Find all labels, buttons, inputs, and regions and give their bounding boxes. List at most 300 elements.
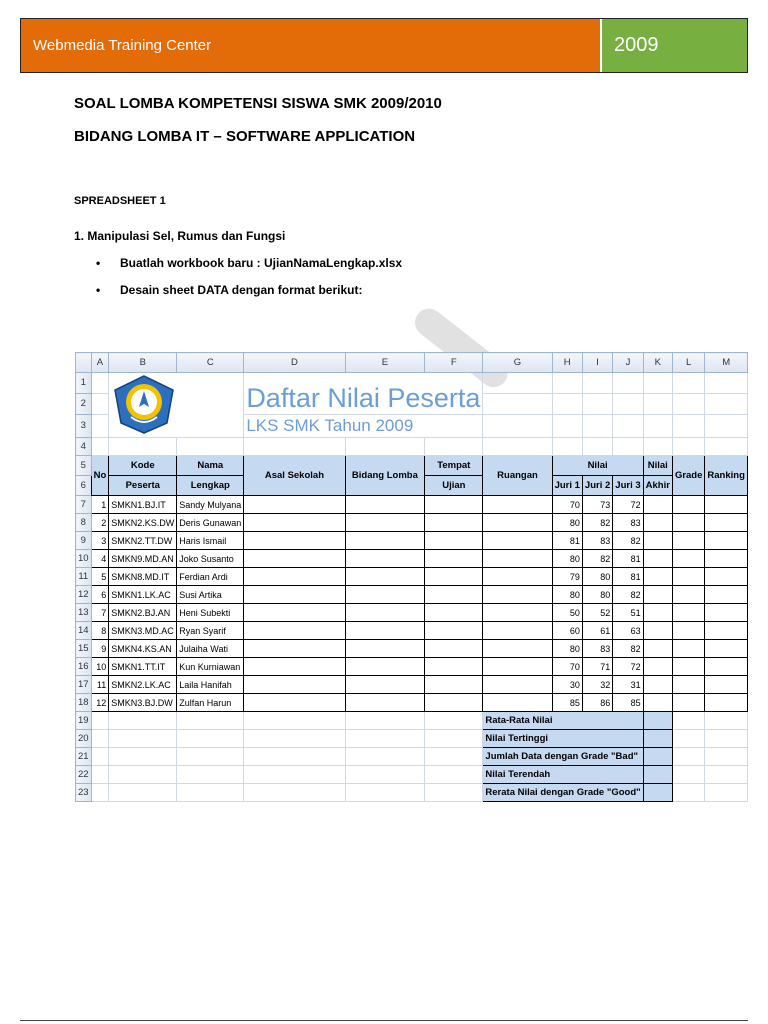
- row-header[interactable]: 14: [76, 622, 92, 640]
- cell-kode[interactable]: SMKN4.KS.AN: [109, 640, 177, 658]
- table-row: [76, 640, 748, 658]
- column-header[interactable]: K: [643, 353, 672, 373]
- cell-no[interactable]: 11: [91, 676, 109, 694]
- cell-grade[interactable]: [672, 586, 704, 604]
- column-header[interactable]: D: [244, 353, 345, 373]
- cell-ranking[interactable]: [705, 676, 747, 694]
- empty-cell[interactable]: [109, 730, 177, 748]
- bullet-text: Buatlah workbook baru : UjianNamaLengkap.xlsx: [120, 256, 403, 270]
- empty-cell[interactable]: [345, 766, 425, 784]
- cell-ruangan[interactable]: [483, 586, 552, 604]
- cell-nama[interactable]: Zulfan Harun: [177, 694, 244, 712]
- cell-bidang[interactable]: [345, 532, 425, 550]
- header-bidang-lomba: Bidang Lomba: [345, 456, 425, 496]
- header-akhir: Akhir: [643, 476, 672, 496]
- bullet-glyph: •: [96, 256, 101, 270]
- empty-cell[interactable]: [425, 712, 483, 730]
- empty-cell[interactable]: [244, 730, 345, 748]
- cell-nama[interactable]: Julaiha Wati: [177, 640, 244, 658]
- cell-juri-3[interactable]: 82: [613, 586, 643, 604]
- cell-nama[interactable]: Laila Hanifah: [177, 676, 244, 694]
- cell-juri-1[interactable]: 70: [552, 496, 582, 514]
- header-asal-sekolah: Asal Sekolah: [244, 456, 345, 496]
- empty-cell[interactable]: [244, 784, 345, 802]
- cell-juri-2[interactable]: 80: [582, 568, 612, 586]
- summary-value[interactable]: [643, 730, 672, 748]
- empty-cell[interactable]: [672, 784, 704, 802]
- cell-ranking[interactable]: [705, 568, 747, 586]
- header-juri-2: Juri 2: [582, 476, 612, 496]
- table-row: [76, 658, 748, 676]
- empty-cell[interactable]: [345, 712, 425, 730]
- cell-asal[interactable]: [244, 640, 345, 658]
- section-heading: SPREADSHEET 1: [74, 195, 166, 207]
- table-row: [76, 514, 748, 532]
- cell-juri-1[interactable]: 80: [552, 640, 582, 658]
- column-header-row: [76, 353, 748, 373]
- cell-nilai-akhir[interactable]: [643, 676, 672, 694]
- cell-juri-3[interactable]: 83: [613, 514, 643, 532]
- row-header[interactable]: 22: [76, 766, 92, 784]
- empty-cell[interactable]: [672, 712, 704, 730]
- cell-tempat[interactable]: [425, 622, 483, 640]
- cell-bidang[interactable]: [345, 676, 425, 694]
- cell-juri-2[interactable]: 83: [582, 640, 612, 658]
- cell-no[interactable]: 8: [91, 622, 109, 640]
- row-header[interactable]: 23: [76, 784, 92, 802]
- cell-juri-1[interactable]: 85: [552, 694, 582, 712]
- cell-nilai-akhir[interactable]: [643, 586, 672, 604]
- summary-row: [76, 784, 748, 802]
- cell-nama[interactable]: Ferdian Ardi: [177, 568, 244, 586]
- cell-asal[interactable]: [244, 550, 345, 568]
- spreadsheet-screenshot: [75, 352, 745, 832]
- cell-juri-2[interactable]: 32: [582, 676, 612, 694]
- column-header[interactable]: A: [91, 353, 109, 373]
- cell-grade[interactable]: [672, 514, 704, 532]
- bullet-item: [96, 283, 362, 297]
- cell-juri-2[interactable]: 80: [582, 586, 612, 604]
- row-header[interactable]: 3: [76, 414, 92, 437]
- cell-juri-3[interactable]: 72: [613, 658, 643, 676]
- empty-cell[interactable]: [672, 730, 704, 748]
- cell-juri-3[interactable]: 85: [613, 694, 643, 712]
- cell-asal[interactable]: [244, 586, 345, 604]
- cell-kode[interactable]: SMKN9.MD.AN: [109, 550, 177, 568]
- header-grade: Grade: [672, 456, 704, 496]
- cell-juri-1[interactable]: 81: [552, 532, 582, 550]
- cell-kode[interactable]: SMKN3.BJ.DW: [109, 694, 177, 712]
- cell-nilai-akhir[interactable]: [643, 568, 672, 586]
- header-nilai-akhir: Nilai: [643, 456, 672, 476]
- row-header[interactable]: 21: [76, 748, 92, 766]
- cell-ruangan[interactable]: [483, 604, 552, 622]
- cell-juri-3[interactable]: 31: [613, 676, 643, 694]
- cell-kode[interactable]: SMKN2.KS.DW: [109, 514, 177, 532]
- table-row: [76, 550, 748, 568]
- summary-value[interactable]: [643, 766, 672, 784]
- cell-tempat[interactable]: [425, 640, 483, 658]
- summary-label: Jumlah Data dengan Grade "Bad": [483, 748, 643, 766]
- cell-juri-3[interactable]: 82: [613, 532, 643, 550]
- column-header[interactable]: L: [672, 353, 704, 373]
- cell-juri-2[interactable]: 82: [582, 514, 612, 532]
- cell-ruangan[interactable]: [483, 550, 552, 568]
- cell-ruangan[interactable]: [483, 694, 552, 712]
- cell-ruangan[interactable]: [483, 676, 552, 694]
- empty-cell[interactable]: [705, 784, 747, 802]
- select-all-corner[interactable]: [76, 353, 92, 373]
- row-header[interactable]: 13: [76, 604, 92, 622]
- bullet-glyph: •: [96, 283, 101, 297]
- cell-nama[interactable]: Susi Artika: [177, 586, 244, 604]
- sheet-subtitle-cell: [244, 414, 483, 437]
- summary-label: Nilai Tertinggi: [483, 730, 643, 748]
- summary-label: Rerata Nilai dengan Grade "Good": [483, 784, 643, 802]
- table-row: [76, 496, 748, 514]
- empty-cell[interactable]: [672, 748, 704, 766]
- empty-cell[interactable]: [705, 730, 747, 748]
- cell-juri-2[interactable]: 83: [582, 532, 612, 550]
- cell-nama[interactable]: Deris Gunawan: [177, 514, 244, 532]
- cell-ranking[interactable]: [705, 622, 747, 640]
- summary-row: [76, 730, 748, 748]
- cell-no[interactable]: 7: [91, 604, 109, 622]
- empty-cell[interactable]: [91, 712, 109, 730]
- cell-grade[interactable]: [672, 658, 704, 676]
- cell-grade[interactable]: [672, 676, 704, 694]
- column-header[interactable]: M: [705, 353, 747, 373]
- cell-ruangan[interactable]: [483, 514, 552, 532]
- cell-juri-1[interactable]: 80: [552, 586, 582, 604]
- row-header[interactable]: 8: [76, 514, 92, 532]
- table-row: [76, 694, 748, 712]
- cell-ranking[interactable]: [705, 514, 747, 532]
- cell-kode[interactable]: SMKN2.TT.DW: [109, 532, 177, 550]
- empty-cell[interactable]: [345, 784, 425, 802]
- cell-juri-2[interactable]: 82: [582, 550, 612, 568]
- cell-tempat[interactable]: [425, 550, 483, 568]
- row-header[interactable]: 20: [76, 730, 92, 748]
- cell-tempat[interactable]: [425, 568, 483, 586]
- cell-bidang[interactable]: [345, 550, 425, 568]
- cell-juri-3[interactable]: 63: [613, 622, 643, 640]
- header-tempat: Tempat: [425, 456, 483, 476]
- cell-ranking[interactable]: [705, 550, 747, 568]
- header-nilai: Nilai: [552, 456, 643, 476]
- column-header[interactable]: F: [425, 353, 483, 373]
- header-juri-3: Juri 3: [613, 476, 643, 496]
- cell-asal[interactable]: [244, 514, 345, 532]
- cell-grade[interactable]: [672, 622, 704, 640]
- cell-nama[interactable]: Sandy Mulyana: [177, 496, 244, 514]
- empty-cell[interactable]: [91, 784, 109, 802]
- cell-kode[interactable]: SMKN8.MD.IT: [109, 568, 177, 586]
- cell-bidang[interactable]: [345, 694, 425, 712]
- row-header[interactable]: 2: [76, 393, 92, 414]
- numbered-item: 1. Manipulasi Sel, Rumus dan Fungsi: [74, 229, 286, 243]
- cell-no[interactable]: 12: [91, 694, 109, 712]
- cell-no[interactable]: 10: [91, 658, 109, 676]
- cell-ranking[interactable]: [705, 694, 747, 712]
- cell-asal[interactable]: [244, 694, 345, 712]
- cell-juri-2[interactable]: 73: [582, 496, 612, 514]
- cell-asal[interactable]: [244, 676, 345, 694]
- header-year: 2009: [600, 19, 747, 72]
- cell-tempat[interactable]: [425, 658, 483, 676]
- summary-value[interactable]: [643, 748, 672, 766]
- sheet-title-cell: [244, 373, 483, 415]
- cell-asal[interactable]: [244, 622, 345, 640]
- empty-cell[interactable]: [177, 784, 244, 802]
- cell-kode[interactable]: SMKN1.BJ.IT: [109, 496, 177, 514]
- header-nama: Nama: [177, 456, 244, 476]
- cell-ruangan[interactable]: [483, 496, 552, 514]
- cell-tempat[interactable]: [425, 694, 483, 712]
- cell-ruangan[interactable]: [483, 640, 552, 658]
- table-row: [76, 604, 748, 622]
- cell-juri-3[interactable]: 51: [613, 604, 643, 622]
- table-row: [76, 676, 748, 694]
- cell-no[interactable]: 5: [91, 568, 109, 586]
- cell-bidang[interactable]: [345, 586, 425, 604]
- row-header[interactable]: 16: [76, 658, 92, 676]
- table-row: [76, 622, 748, 640]
- cell-tempat[interactable]: [425, 532, 483, 550]
- empty-cell[interactable]: [91, 748, 109, 766]
- cell-bidang[interactable]: [345, 568, 425, 586]
- cell-nilai-akhir[interactable]: [643, 640, 672, 658]
- cell-nama[interactable]: Haris Ismail: [177, 532, 244, 550]
- cell-no[interactable]: 9: [91, 640, 109, 658]
- cell-juri-1[interactable]: 70: [552, 658, 582, 676]
- cell-juri-2[interactable]: 86: [582, 694, 612, 712]
- tut-wuri-handayani-logo-icon: [109, 373, 179, 435]
- cell-juri-1[interactable]: 80: [552, 514, 582, 532]
- cell-bidang[interactable]: [345, 658, 425, 676]
- empty-cell[interactable]: [705, 766, 747, 784]
- empty-cell[interactable]: [425, 784, 483, 802]
- cell-nilai-akhir[interactable]: [643, 694, 672, 712]
- empty-cell[interactable]: [177, 730, 244, 748]
- table-row: [76, 586, 748, 604]
- cell-juri-1[interactable]: 80: [552, 550, 582, 568]
- cell-juri-1[interactable]: 30: [552, 676, 582, 694]
- summary-row: [76, 766, 748, 784]
- table-row: [76, 568, 748, 586]
- cell-ruangan[interactable]: [483, 532, 552, 550]
- cell-juri-1[interactable]: 60: [552, 622, 582, 640]
- cell-nilai-akhir[interactable]: [643, 496, 672, 514]
- row-header[interactable]: 5: [76, 456, 92, 476]
- cell-grade[interactable]: [672, 550, 704, 568]
- empty-cell[interactable]: [91, 766, 109, 784]
- cell-tempat[interactable]: [425, 604, 483, 622]
- cell-bidang[interactable]: [345, 514, 425, 532]
- cell-ruangan[interactable]: [483, 568, 552, 586]
- sheet-title: Daftar Nilai Peserta: [246, 382, 481, 413]
- cell-ranking[interactable]: [705, 604, 747, 622]
- bullet-text: Desain sheet DATA dengan format berikut:: [120, 283, 363, 297]
- cell-juri-3[interactable]: 81: [613, 568, 643, 586]
- cell-asal[interactable]: [244, 532, 345, 550]
- empty-cell[interactable]: [109, 748, 177, 766]
- cell-nilai-akhir[interactable]: [643, 658, 672, 676]
- cell-juri-2[interactable]: 61: [582, 622, 612, 640]
- column-header[interactable]: H: [552, 353, 582, 373]
- cell-bidang[interactable]: [345, 496, 425, 514]
- sheet-subtitle: LKS SMK Tahun 2009: [246, 415, 414, 435]
- cell-tempat[interactable]: [425, 514, 483, 532]
- empty-cell[interactable]: [109, 712, 177, 730]
- empty-cell[interactable]: [177, 712, 244, 730]
- header-no: No: [91, 456, 109, 496]
- bullet-item: [96, 256, 402, 270]
- cell-ranking[interactable]: [705, 658, 747, 676]
- cell-kode[interactable]: SMKN2.LK.AC: [109, 676, 177, 694]
- column-header[interactable]: J: [613, 353, 643, 373]
- empty-cell[interactable]: [425, 748, 483, 766]
- summary-row: [76, 748, 748, 766]
- cell-asal[interactable]: [244, 658, 345, 676]
- row-header[interactable]: 15: [76, 640, 92, 658]
- summary-value[interactable]: [643, 784, 672, 802]
- column-header[interactable]: B: [109, 353, 177, 373]
- cell-nilai-akhir[interactable]: [643, 604, 672, 622]
- cell-asal[interactable]: [244, 604, 345, 622]
- cell-no[interactable]: 1: [91, 496, 109, 514]
- cell-no[interactable]: 3: [91, 532, 109, 550]
- cell-asal[interactable]: [244, 568, 345, 586]
- empty-cell[interactable]: [244, 712, 345, 730]
- cell-nama[interactable]: Joko Susanto: [177, 550, 244, 568]
- header-peserta: Peserta: [109, 476, 177, 496]
- cell-grade[interactable]: [672, 604, 704, 622]
- empty-cell[interactable]: [345, 730, 425, 748]
- cell-bidang[interactable]: [345, 640, 425, 658]
- cell-juri-3[interactable]: 81: [613, 550, 643, 568]
- empty-cell[interactable]: [345, 748, 425, 766]
- empty-cell[interactable]: [177, 766, 244, 784]
- cell-ruangan[interactable]: [483, 658, 552, 676]
- row-header[interactable]: 18: [76, 694, 92, 712]
- cell-kode[interactable]: SMKN1.LK.AC: [109, 586, 177, 604]
- cell-juri-1[interactable]: 79: [552, 568, 582, 586]
- doc-subtitle: BIDANG LOMBA IT – SOFTWARE APPLICATION: [74, 128, 416, 145]
- cell-bidang[interactable]: [345, 604, 425, 622]
- cell-no[interactable]: 2: [91, 514, 109, 532]
- cell-nilai-akhir[interactable]: [643, 550, 672, 568]
- empty-cell[interactable]: [244, 748, 345, 766]
- cell-ranking[interactable]: [705, 586, 747, 604]
- logo-cell: [109, 373, 244, 438]
- header-ujian: Ujian: [425, 476, 483, 496]
- empty-cell[interactable]: [425, 730, 483, 748]
- empty-cell[interactable]: [91, 730, 109, 748]
- row-header[interactable]: 17: [76, 676, 92, 694]
- spreadsheet-grid: [75, 352, 748, 802]
- cell-nilai-akhir[interactable]: [643, 532, 672, 550]
- cell-no[interactable]: 4: [91, 550, 109, 568]
- cell-nilai-akhir[interactable]: [643, 514, 672, 532]
- empty-cell[interactable]: [425, 766, 483, 784]
- cell-nama[interactable]: Ryan Syarif: [177, 622, 244, 640]
- data-rows: [76, 496, 748, 712]
- row-header[interactable]: 9: [76, 532, 92, 550]
- cell-bidang[interactable]: [345, 622, 425, 640]
- doc-title: SOAL LOMBA KOMPETENSI SISWA SMK 2009/2010: [74, 95, 442, 112]
- cell-tempat[interactable]: [425, 496, 483, 514]
- row-header[interactable]: 4: [76, 438, 92, 456]
- cell-nama[interactable]: Heni Subekti: [177, 604, 244, 622]
- cell-juri-2[interactable]: 71: [582, 658, 612, 676]
- column-header[interactable]: C: [177, 353, 244, 373]
- cell-tempat[interactable]: [425, 676, 483, 694]
- cell-grade[interactable]: [672, 694, 704, 712]
- row-header[interactable]: 12: [76, 586, 92, 604]
- cell-juri-3[interactable]: 72: [613, 496, 643, 514]
- cell-grade[interactable]: [672, 532, 704, 550]
- cell-no[interactable]: 6: [91, 586, 109, 604]
- page-header: [20, 18, 748, 73]
- header-kode: Kode: [109, 456, 177, 476]
- summary-rows: [76, 712, 748, 802]
- row-header[interactable]: 1: [76, 373, 92, 394]
- summary-label: Nilai Terendah: [483, 766, 643, 784]
- empty-cell[interactable]: [177, 748, 244, 766]
- footer-rule: [20, 1020, 748, 1021]
- empty-cell[interactable]: [672, 766, 704, 784]
- cell-juri-2[interactable]: 52: [582, 604, 612, 622]
- row-header[interactable]: 10: [76, 550, 92, 568]
- row-header[interactable]: 11: [76, 568, 92, 586]
- cell-ranking[interactable]: [705, 640, 747, 658]
- header-ruangan: Ruangan: [483, 456, 552, 496]
- cell-nilai-akhir[interactable]: [643, 622, 672, 640]
- column-header[interactable]: E: [345, 353, 425, 373]
- cell-kode[interactable]: SMKN1.TT.IT: [109, 658, 177, 676]
- cell-kode[interactable]: SMKN2.BJ.AN: [109, 604, 177, 622]
- empty-cell[interactable]: [244, 766, 345, 784]
- cell-grade[interactable]: [672, 568, 704, 586]
- cell-grade[interactable]: [672, 496, 704, 514]
- cell-juri-3[interactable]: 82: [613, 640, 643, 658]
- empty-cell[interactable]: [705, 748, 747, 766]
- header-lengkap: Lengkap: [177, 476, 244, 496]
- cell-ranking[interactable]: [705, 532, 747, 550]
- column-header[interactable]: I: [582, 353, 612, 373]
- summary-value[interactable]: [643, 712, 672, 730]
- empty-cell[interactable]: [109, 784, 177, 802]
- cell-grade[interactable]: [672, 640, 704, 658]
- header-ranking: Ranking: [705, 456, 747, 496]
- row-header[interactable]: 7: [76, 496, 92, 514]
- row-header[interactable]: 6: [76, 476, 92, 496]
- cell-ranking[interactable]: [705, 496, 747, 514]
- cell-nama[interactable]: Kun Kurniawan: [177, 658, 244, 676]
- table-row: [76, 532, 748, 550]
- column-header[interactable]: G: [483, 353, 552, 373]
- cell-tempat[interactable]: [425, 586, 483, 604]
- empty-cell[interactable]: [109, 766, 177, 784]
- cell-ruangan[interactable]: [483, 622, 552, 640]
- row-header[interactable]: 19: [76, 712, 92, 730]
- cell-kode[interactable]: SMKN3.MD.AC: [109, 622, 177, 640]
- empty-cell[interactable]: [705, 712, 747, 730]
- cell-asal[interactable]: [244, 496, 345, 514]
- cell-juri-1[interactable]: 50: [552, 604, 582, 622]
- summary-label: Rata-Rata Nilai: [483, 712, 643, 730]
